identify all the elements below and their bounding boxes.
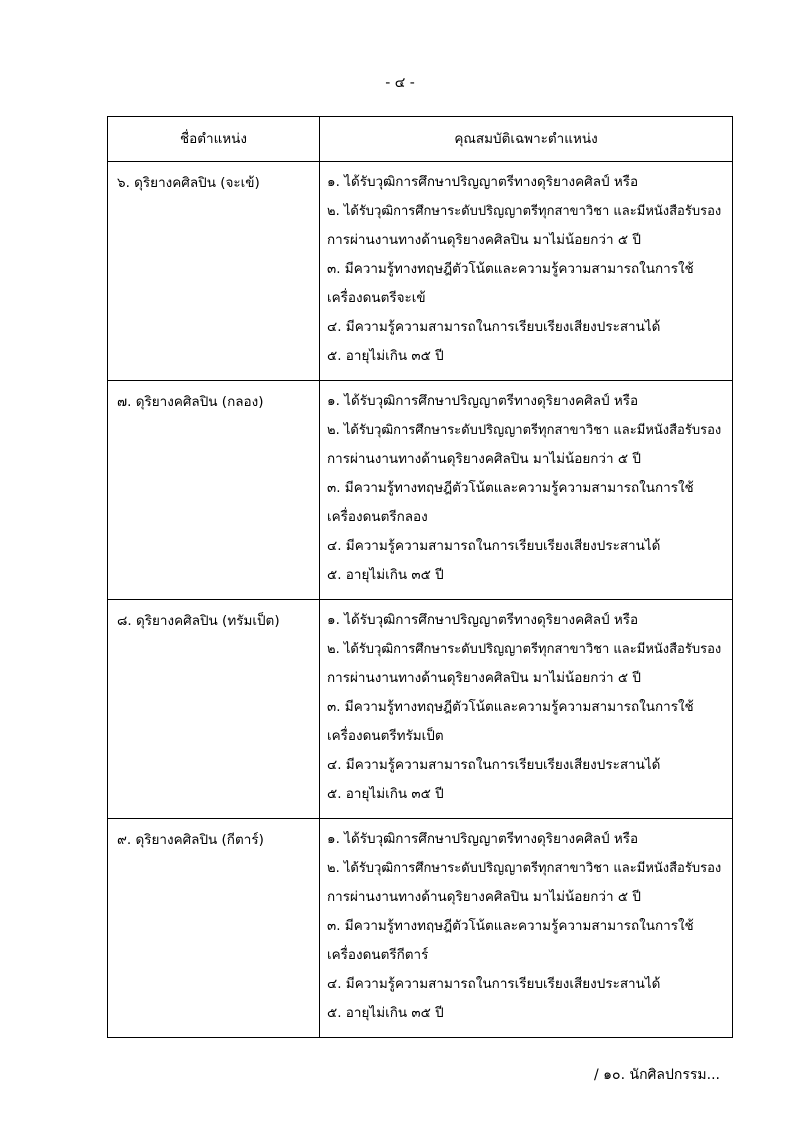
table-row bbox=[108, 381, 733, 600]
qualification-line: การผ่านงานทางด้านดุริยางคศิลปิน มาไม่น้อยกว่า ๕ ปี bbox=[327, 451, 641, 467]
qualification-line: ๕. อายุไม่เกิน ๓๕ ปี bbox=[327, 786, 444, 802]
qualification-line: ๑. ได้รับวุฒิการศึกษาปริญญาตรีทางดุริยางคศิลป์ หรือ bbox=[327, 831, 639, 847]
page-number: - ๔ - bbox=[385, 75, 415, 91]
qualification-line: เครื่องดนตรีกลอง bbox=[327, 509, 428, 525]
position-name: ๖. ดุริยางคศิลปิน (จะเข้) bbox=[108, 162, 320, 381]
qualification-list bbox=[320, 381, 733, 600]
qualification-line: เครื่องดนตรีจะเข้ bbox=[327, 290, 426, 306]
table-header-row bbox=[108, 117, 733, 162]
qualification-list bbox=[320, 819, 733, 1038]
qualification-line: ๑. ได้รับวุฒิการศึกษาปริญญาตรีทางดุริยางคศิลป์ หรือ bbox=[327, 612, 639, 628]
qualification-line: การผ่านงานทางด้านดุริยางคศิลปิน มาไม่น้อยกว่า ๕ ปี bbox=[327, 889, 641, 905]
header-qualifications: คุณสมบัติเฉพาะตำแหน่ง bbox=[320, 117, 733, 162]
qualification-list bbox=[320, 162, 733, 381]
qualification-line: ๓. มีความรู้ทางทฤษฎีตัวโน้ตและความรู้ความสามารถในการใช้ bbox=[327, 699, 694, 715]
qualification-line: ๓. มีความรู้ทางทฤษฎีตัวโน้ตและความรู้ความสามารถในการใช้ bbox=[327, 261, 694, 277]
qualification-line: ๕. อายุไม่เกิน ๓๕ ปี bbox=[327, 348, 444, 364]
qualification-line: ๔. มีความรู้ความสามารถในการเรียบเรียงเสียงประสานได้ bbox=[327, 319, 661, 335]
position-name: ๘. ดุริยางคศิลปิน (ทรัมเป็ต) bbox=[108, 600, 320, 819]
position-name: ๙. ดุริยางคศิลปิน (กีตาร์) bbox=[108, 819, 320, 1038]
qualification-line: ๒. ได้รับวุฒิการศึกษาระดับปริญญาตรีทุกสาขาวิชา และมีหนังสือรับรอง bbox=[327, 204, 722, 219]
qualifications-table bbox=[107, 116, 733, 1038]
qualification-line: เครื่องดนตรีทรัมเป็ต bbox=[327, 728, 444, 744]
table-row bbox=[108, 819, 733, 1038]
qualification-line: ๔. มีความรู้ความสามารถในการเรียบเรียงเสียงประสานได้ bbox=[327, 976, 661, 992]
qualification-line: ๒. ได้รับวุฒิการศึกษาระดับปริญญาตรีทุกสาขาวิชา และมีหนังสือรับรอง bbox=[327, 423, 722, 438]
qualification-line: ๕. อายุไม่เกิน ๓๕ ปี bbox=[327, 567, 444, 583]
header-position-name: ชื่อตำแหน่ง bbox=[108, 117, 320, 162]
qualification-line: การผ่านงานทางด้านดุริยางคศิลปิน มาไม่น้อยกว่า ๕ ปี bbox=[327, 232, 641, 248]
qualification-line: ๒. ได้รับวุฒิการศึกษาระดับปริญญาตรีทุกสาขาวิชา และมีหนังสือรับรอง bbox=[327, 642, 722, 657]
table-row bbox=[108, 162, 733, 381]
qualification-line: ๔. มีความรู้ความสามารถในการเรียบเรียงเสียงประสานได้ bbox=[327, 538, 661, 554]
qualification-line: ๔. มีความรู้ความสามารถในการเรียบเรียงเสียงประสานได้ bbox=[327, 757, 661, 773]
qualification-list bbox=[320, 600, 733, 819]
qualification-line: ๑. ได้รับวุฒิการศึกษาปริญญาตรีทางดุริยางคศิลป์ หรือ bbox=[327, 174, 639, 190]
qualification-line: การผ่านงานทางด้านดุริยางคศิลปิน มาไม่น้อยกว่า ๕ ปี bbox=[327, 670, 641, 686]
position-name: ๗. ดุริยางคศิลปิน (กลอง) bbox=[108, 381, 320, 600]
table-row bbox=[108, 600, 733, 819]
qualification-line: ๒. ได้รับวุฒิการศึกษาระดับปริญญาตรีทุกสาขาวิชา และมีหนังสือรับรอง bbox=[327, 861, 722, 876]
qualification-line: ๓. มีความรู้ทางทฤษฎีตัวโน้ตและความรู้ความสามารถในการใช้ bbox=[327, 480, 694, 496]
continuation-footer: / ๑๐. นักศิลปกรรม... bbox=[594, 1067, 720, 1083]
qualification-line: เครื่องดนตรีกีตาร์ bbox=[327, 947, 429, 963]
qualification-line: ๑. ได้รับวุฒิการศึกษาปริญญาตรีทางดุริยางคศิลป์ หรือ bbox=[327, 393, 639, 409]
qualification-line: ๕. อายุไม่เกิน ๓๕ ปี bbox=[327, 1005, 444, 1021]
qualification-line: ๓. มีความรู้ทางทฤษฎีตัวโน้ตและความรู้ความสามารถในการใช้ bbox=[327, 918, 694, 934]
